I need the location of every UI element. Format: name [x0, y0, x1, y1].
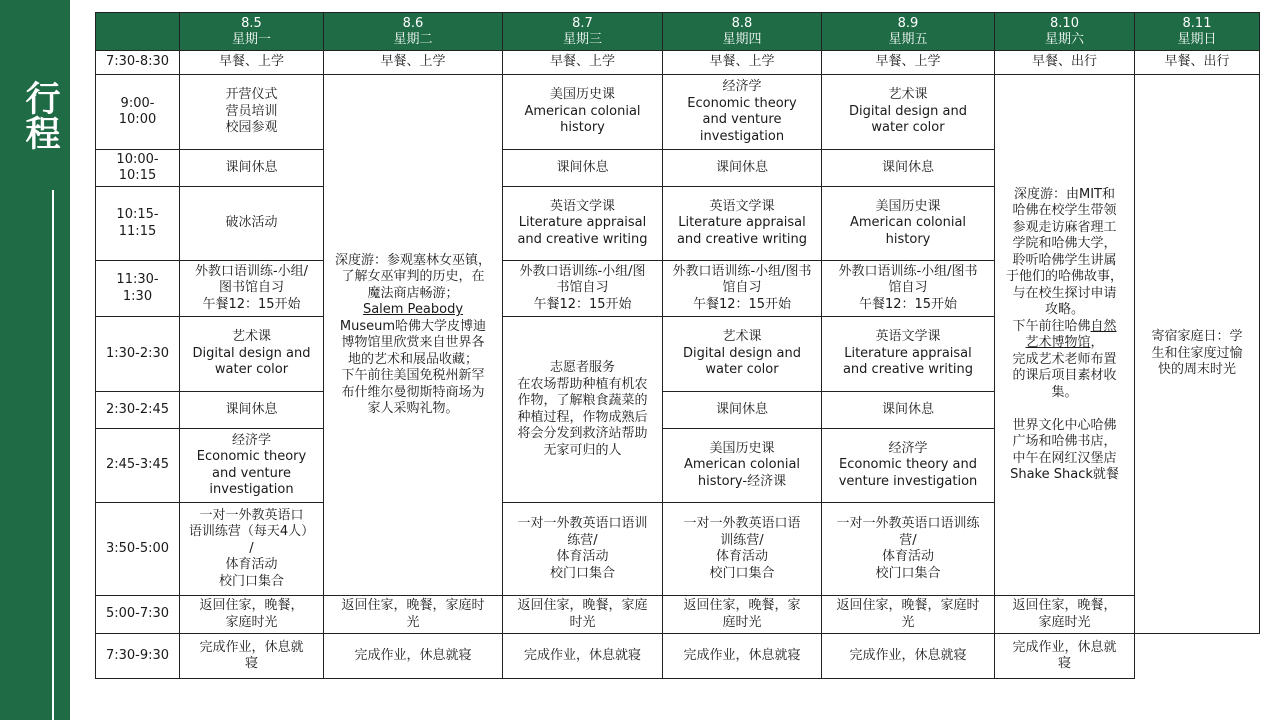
schedule-cell: 课间休息	[180, 392, 324, 429]
schedule-cell: 早餐、出行	[1135, 51, 1260, 75]
schedule-cell: 返回住家，晚餐，家庭时 光	[324, 596, 503, 634]
volunteer-cell: 志愿者服务 在农场帮助种植有机农 作物，了解粮食蔬菜的 种植过程，作物成熟后 将会分发到救济站帮助 无家可归的人	[503, 317, 663, 503]
day-date: 8.10	[1050, 15, 1079, 31]
header-row	[96, 13, 1260, 51]
schedule-cell: 美国历史课 American colonial history-经济课	[663, 429, 822, 503]
schedule-cell: 完成作业，休息就 寝	[995, 634, 1135, 679]
schedule-cell: 课间休息	[180, 150, 324, 187]
day-date: 8.11	[1182, 15, 1212, 31]
sidebar	[0, 0, 70, 720]
time-cell: 5:00-7:30	[96, 596, 180, 634]
table-row	[96, 634, 1260, 679]
schedule-cell: 完成作业，休息就寝	[324, 634, 503, 679]
tue-excursion-cell	[324, 75, 503, 596]
schedule-cell: 经济学 Economic theory and venture investigation	[180, 429, 324, 503]
time-cell: 7:30-9:30	[96, 634, 180, 679]
day-date: 8.8	[731, 15, 753, 31]
day-weekday: 星期三	[562, 31, 602, 47]
schedule-cell: 课间休息	[663, 392, 822, 429]
schedule-cell: 外教口语训练-小组/图书 馆自习 午餐12：15开始	[663, 261, 822, 317]
time-cell: 3:50-5:00	[96, 503, 180, 596]
time-cell: 9:00- 10:00	[96, 75, 180, 150]
schedule-cell: 英语文学课 Literature appraisal and creative writing	[822, 317, 995, 392]
schedule-cell: 课间休息	[822, 150, 995, 187]
time-cell: 10:00- 10:15	[96, 150, 180, 187]
day-weekday: 星期一	[231, 31, 271, 47]
schedule-cell: 完成作业，休息就寝	[822, 634, 995, 679]
time-cell: 10:15- 11:15	[96, 187, 180, 261]
sun-homestay-cell: 寄宿家庭日：学 生和住家度过愉 快的周末时光	[1135, 75, 1260, 634]
schedule-cell: 早餐、上学	[324, 51, 503, 75]
table-row	[96, 51, 1260, 75]
schedule-cell: 一对一外教英语口语训 练营/ 体育活动 校门口集合	[503, 503, 663, 596]
day-header-sun	[1135, 13, 1260, 51]
day-header-fri	[822, 13, 995, 51]
schedule-cell: 英语文学课 Literature appraisal and creative writing	[663, 187, 822, 261]
schedule-cell: 艺术课 Digital design and water color	[180, 317, 324, 392]
schedule-cell: 完成作业，休息就寝	[503, 634, 663, 679]
excursion-text: 深度游：由MIT和 哈佛在校学生带领 参观走访麻省理工 学院和哈佛大学， 聆听哈佛学生讲属 于他们的哈佛故事， 与在校生探讨申请 攻略。 下午前往哈佛	[1005, 186, 1123, 334]
schedule-cell: 返回住家，晚餐，家庭 时光	[503, 596, 663, 634]
excursion-link-text: Salem Peabody	[362, 302, 464, 317]
time-cell: 11:30- 1:30	[96, 261, 180, 317]
schedule-cell: 课间休息	[663, 150, 822, 187]
day-header-wed	[503, 13, 663, 51]
schedule-cell: 返回住家，晚餐，家 庭时光	[663, 596, 822, 634]
schedule-cell: 艺术课 Digital design and water color	[663, 317, 822, 392]
page-title: 行程	[20, 80, 60, 150]
excursion-text: Museum哈佛大学皮博迪 博物馆里欣赏来自世界各 地的艺术和展品收藏； 下午前往美国免税州新罕 布什维尔曼彻斯特商场为 家人采购礼物。	[339, 318, 487, 416]
time-cell: 2:45-3:45	[96, 429, 180, 503]
day-weekday: 星期六	[1044, 31, 1084, 47]
excursion-text: 深度游：参观塞林女巫镇， 了解女巫审判的历史，在 魔法商店畅游；	[334, 252, 491, 301]
day-date: 8.5	[241, 15, 262, 31]
day-weekday: 星期二	[393, 31, 433, 47]
day-weekday: 星期四	[722, 31, 762, 47]
schedule-cell: 经济学 Economic theory and venture investigation	[663, 75, 822, 150]
day-header-sat	[995, 13, 1135, 51]
schedule-cell: 一对一外教英语口 语训练营（每天4人） / 体育活动 校门口集合	[180, 503, 324, 596]
schedule-cell: 一对一外教英语口语 训练营/ 体育活动 校门口集合	[663, 503, 822, 596]
table-row	[96, 75, 1260, 150]
day-weekday: 星期日	[1177, 31, 1217, 47]
day-header-mon	[180, 13, 324, 51]
schedule-cell: 早餐、出行	[995, 51, 1135, 75]
schedule-cell: 早餐、上学	[503, 51, 663, 75]
schedule-table	[95, 12, 1260, 679]
schedule-cell: 英语文学课 Literature appraisal and creative writing	[503, 187, 663, 261]
sat-excursion-cell	[995, 75, 1135, 596]
schedule-cell: 一对一外教英语口语训练 营/ 体育活动 校门口集合	[822, 503, 995, 596]
schedule-cell: 艺术课 Digital design and water color	[822, 75, 995, 150]
schedule-cell: 完成作业，休息就寝	[663, 634, 822, 679]
schedule-cell: 破冰活动	[180, 187, 324, 261]
time-cell: 1:30-2:30	[96, 317, 180, 392]
schedule-cell: 外教口语训练-小组/ 图书馆自习 午餐12：15开始	[180, 261, 324, 317]
schedule-cell: 完成作业，休息就 寝	[180, 634, 324, 679]
schedule-cell: 返回住家，晚餐， 家庭时光	[180, 596, 324, 634]
day-date: 8.7	[572, 15, 593, 31]
day-weekday: 星期五	[888, 31, 928, 47]
schedule-cell: 早餐、上学	[663, 51, 822, 75]
schedule-cell: 外教口语训练-小组/图书 馆自习 午餐12：15开始	[822, 261, 995, 317]
schedule-cell: 外教口语训练-小组/图 书馆自习 午餐12：15开始	[503, 261, 663, 317]
day-header-tue	[324, 13, 503, 51]
time-cell: 2:30-2:45	[96, 392, 180, 429]
schedule-cell: 开营仪式 营员培训 校园参观	[180, 75, 324, 150]
excursion-text: ， 完成艺术老师布置 的课后项目素材收 集。 世界文化中心哈佛 广场和哈佛书店， 中午在网红汉堡店 Shake Shack就餐	[1010, 335, 1119, 482]
day-date: 8.9	[897, 15, 919, 31]
schedule-cell: 返回住家，晚餐， 家庭时光	[995, 596, 1135, 634]
schedule-cell: 经济学 Economic theory and venture investigation	[822, 429, 995, 503]
schedule-cell: 课间休息	[503, 150, 663, 187]
table-row	[96, 596, 1260, 634]
schedule-cell: 返回住家，晚餐，家庭时 光	[822, 596, 995, 634]
corner-cell	[96, 13, 180, 51]
sidebar-divider	[52, 190, 54, 720]
day-date: 8.6	[402, 15, 424, 31]
schedule-cell: 早餐、上学	[180, 51, 324, 75]
schedule-cell: 美国历史课 American colonial history	[503, 75, 663, 150]
day-header-thu	[663, 13, 822, 51]
time-cell: 7:30-8:30	[96, 51, 180, 75]
schedule-cell: 早餐、上学	[822, 51, 995, 75]
schedule-cell: 课间休息	[822, 392, 995, 429]
excursion-link-text: 自然 艺术博物馆	[1025, 318, 1117, 350]
schedule-cell: 美国历史课 American colonial history	[822, 187, 995, 261]
